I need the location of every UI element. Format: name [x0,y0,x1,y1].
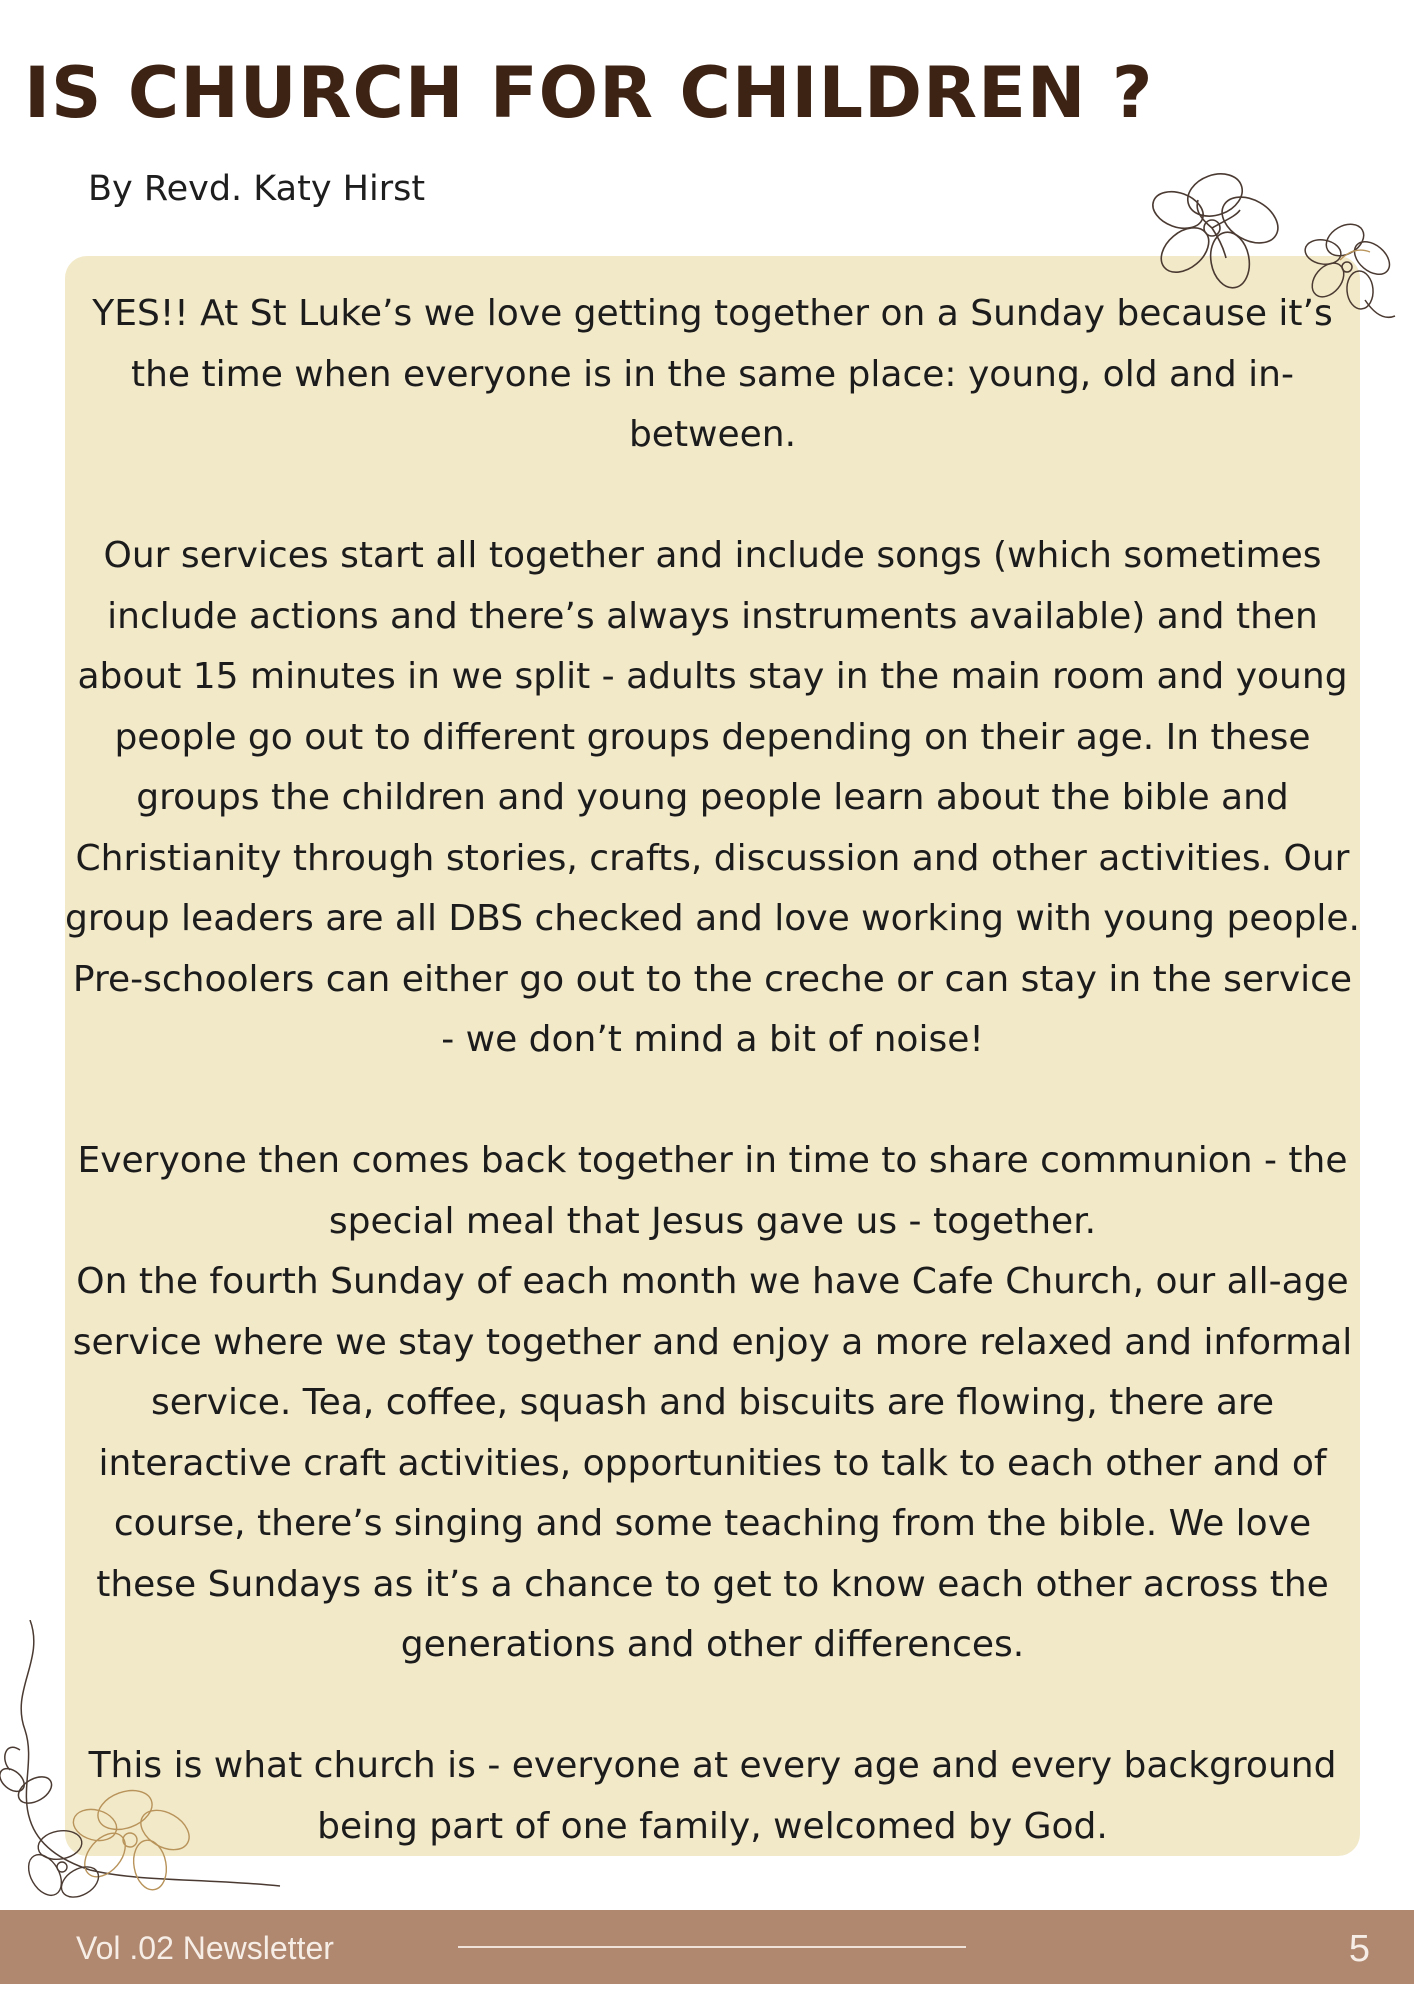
footer-newsletter-label: Vol .02 Newsletter [76,1930,334,1966]
paragraph-communion: Everyone then comes back together in time to share communion - the special meal that Jesus gave us - together. [77,1140,1348,1242]
flower-cluster-top-right-icon [1140,140,1400,330]
paragraph-services: Our services start all together and include songs (which sometimes include actions and there’s always instruments available) and then about 15 minutes in we split - adults stay in the main room and young people go out to different groups depending on their age. In these groups the children and young people learn about the bible and Christianity through stories, crafts, discussion and other activities. Our group leaders are all DBS checked and love working with young people. Pre-schoolers can either go out to the creche or can stay in the service - we don’t mind a bit of noise! [65,535,1360,1060]
page-number: 5 [1348,1928,1370,1970]
footer-divider [458,1946,966,1948]
newsletter-footer [0,1910,1414,1984]
author-byline: By Revd. Katy Hirst [88,169,426,209]
paragraph-intro: YES!! At St Luke’s we love getting together on a Sunday because it’s the time when everyone is in the same place: young, old and in-between. [92,293,1333,455]
article-title: IS CHURCH FOR CHILDREN ? [24,52,1154,134]
flower-cluster-bottom-left-icon [0,1620,320,1910]
paragraph-cafe-church: On the fourth Sunday of each month we have Cafe Church, our all-age service where we stay together and enjoy a more relaxed and informal service. Tea, coffee, squash and biscuits are flowing, there are interactive craft activities, opportunities to talk to each other and of course, there’s singing and some teaching from the bible. We love these Sundays as it’s a chance to get to know each other across the generations and other differences. [72,1261,1353,1665]
paragraph-closing: This is what church is - everyone at every age and every background being part of one family, welcomed by God. [88,1745,1337,1847]
